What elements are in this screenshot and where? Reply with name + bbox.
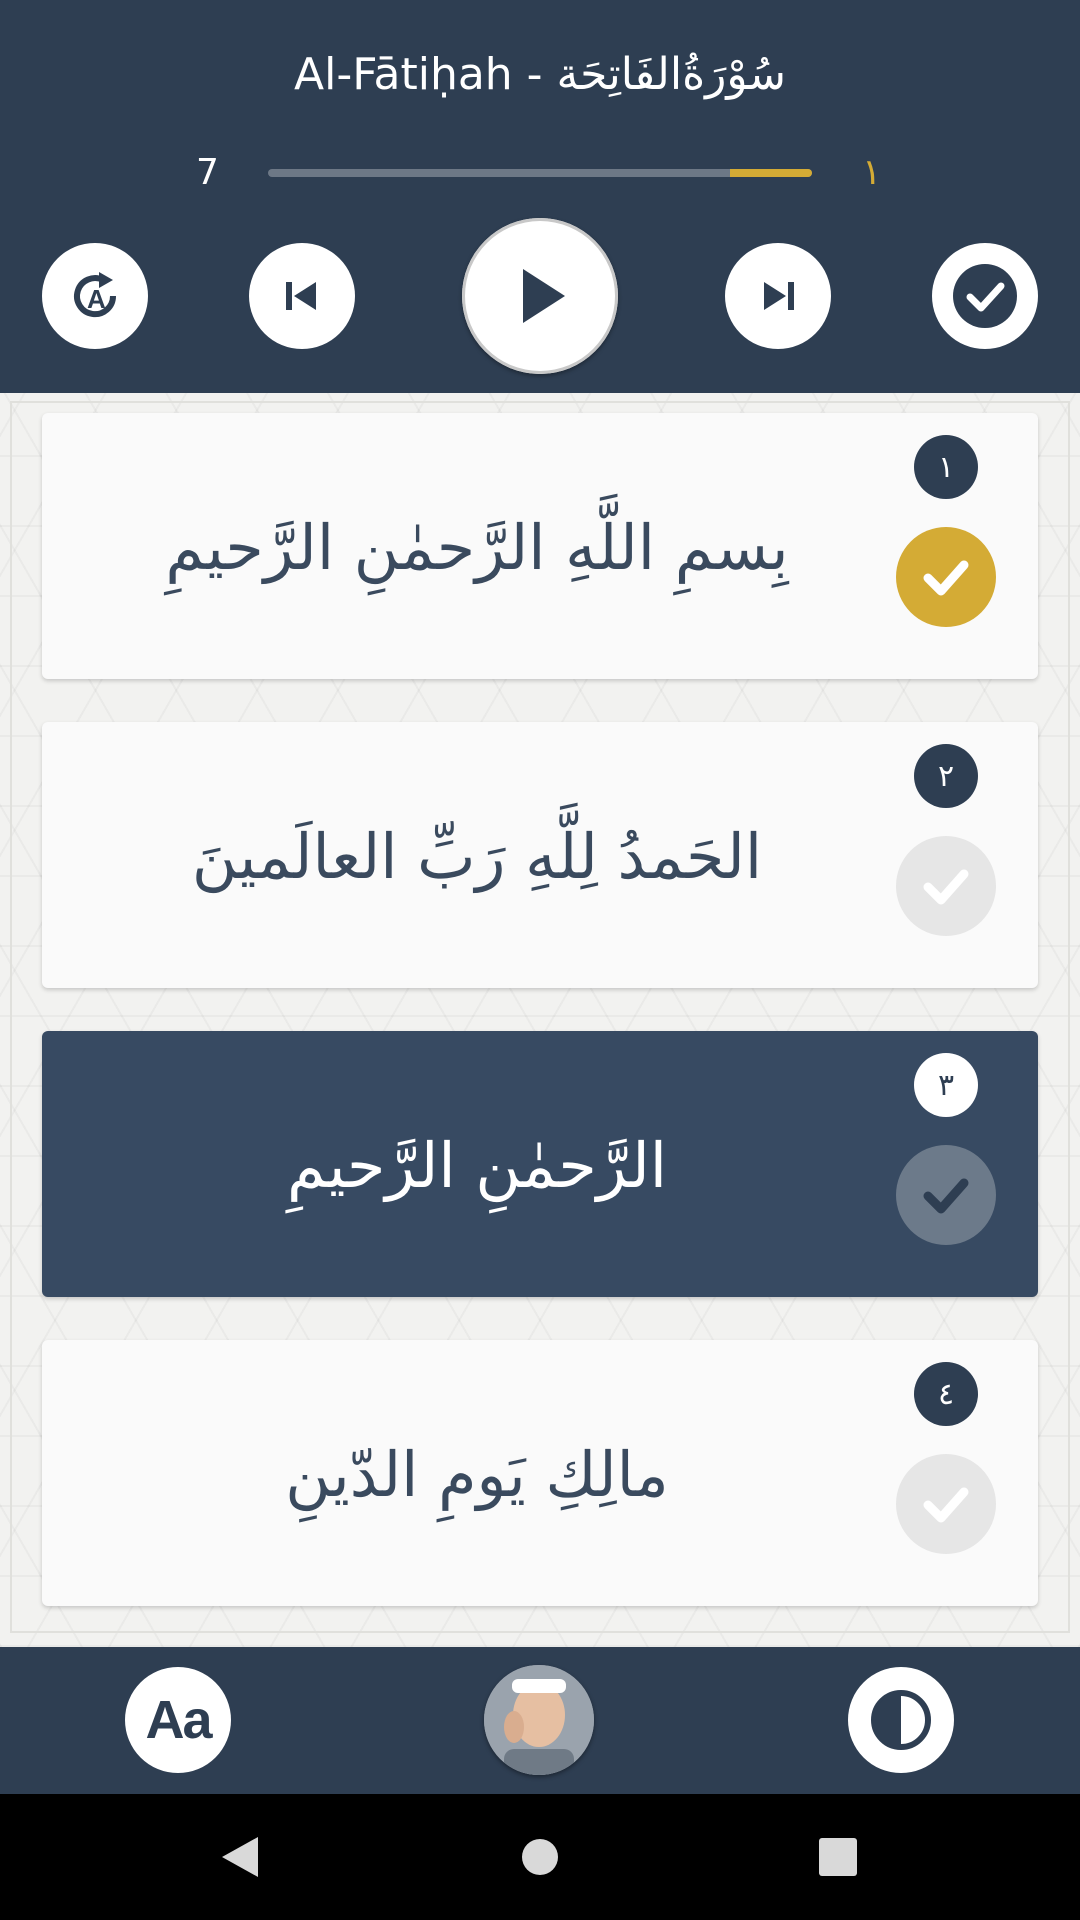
home-circle-icon — [520, 1837, 560, 1877]
play-icon — [505, 261, 575, 331]
verse-text: الرَّحمٰنِ الرَّحيمِ — [286, 1129, 668, 1202]
progress-track[interactable] — [268, 169, 812, 177]
font-size-button[interactable]: Aa — [125, 1667, 231, 1773]
previous-verse-button[interactable] — [249, 243, 355, 349]
verse-card-1[interactable] — [42, 413, 1038, 679]
reciter-avatar[interactable] — [484, 1665, 594, 1775]
check-circle-icon — [950, 261, 1020, 331]
recents-square-icon — [817, 1836, 859, 1878]
mark-complete-button[interactable] — [932, 243, 1038, 349]
verse-card-3[interactable] — [42, 1031, 1038, 1297]
svg-text:A: A — [87, 284, 106, 314]
recents-nav-button[interactable] — [805, 1824, 871, 1890]
next-verse-button[interactable] — [725, 243, 831, 349]
verse-number-badge: ٤ — [914, 1362, 978, 1426]
verse-number-badge: ٣ — [914, 1053, 978, 1117]
progress-total-label: 7 — [196, 152, 219, 193]
verse-check-button[interactable] — [896, 1454, 996, 1554]
check-icon — [916, 856, 976, 916]
verse-text: مالِكِ يَومِ الدّينِ — [285, 1438, 669, 1511]
home-nav-button[interactable] — [507, 1824, 573, 1890]
progress-current-label: ١ — [862, 152, 882, 193]
surah-title: Al-Fātiḥah - سُوْرَةُالفَاتِحَة — [294, 49, 786, 100]
bottom-toolbar — [0, 1647, 1080, 1794]
verse-text: الحَمدُ لِلَّهِ رَبِّ العالَمينَ — [191, 820, 763, 893]
verse-check-button[interactable] — [896, 527, 996, 627]
back-triangle-icon — [218, 1833, 262, 1881]
check-icon — [916, 547, 976, 607]
verse-progress — [0, 145, 1080, 200]
contrast-button[interactable] — [848, 1667, 954, 1773]
player-header — [0, 0, 1080, 393]
check-icon — [916, 1165, 976, 1225]
repeat-button[interactable] — [42, 243, 148, 349]
contrast-icon — [869, 1688, 933, 1752]
verse-number-badge: ١ — [914, 435, 978, 499]
play-button[interactable] — [462, 218, 618, 374]
check-icon — [916, 1474, 976, 1534]
previous-icon — [280, 274, 324, 318]
reciter-photo-icon — [484, 1665, 594, 1775]
verse-card-4[interactable] — [42, 1340, 1038, 1606]
next-icon — [756, 274, 800, 318]
verse-list[interactable] — [0, 393, 1080, 1647]
verse-check-button[interactable] — [896, 1145, 996, 1245]
back-nav-button[interactable] — [207, 1824, 273, 1890]
verse-number-badge: ٢ — [914, 744, 978, 808]
verse-text: بِسمِ اللَّهِ الرَّحمٰنِ الرَّحيمِ — [165, 511, 789, 584]
system-navigation-bar — [0, 1794, 1080, 1920]
verse-card-2[interactable] — [42, 722, 1038, 988]
verse-check-button[interactable] — [896, 836, 996, 936]
repeat-icon — [63, 264, 127, 328]
progress-fill — [730, 169, 812, 177]
